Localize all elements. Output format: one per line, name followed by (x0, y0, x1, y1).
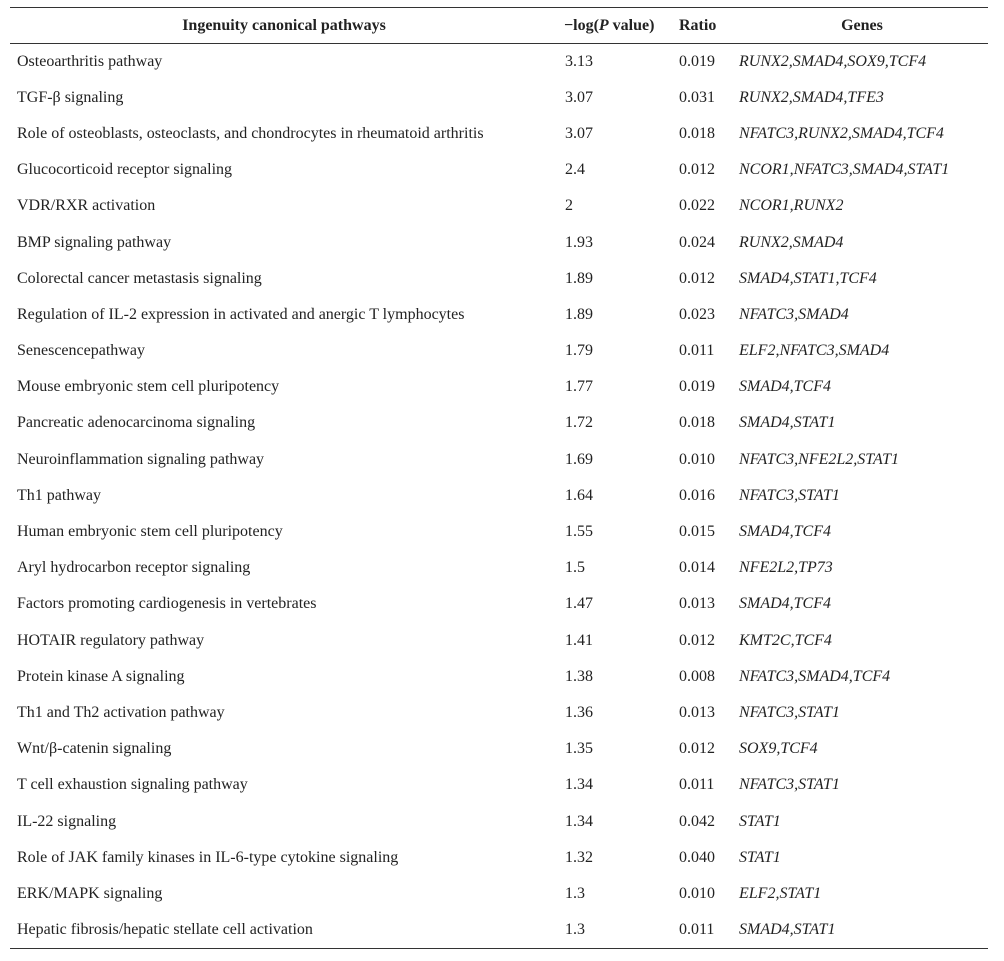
genes-cell: NFATC3,STAT1 (739, 776, 840, 794)
pathway-cell: Aryl hydrocarbon receptor signaling (17, 559, 251, 577)
table-header (10, 8, 988, 44)
table-row (10, 695, 988, 731)
logp-cell: 3.13 (565, 52, 593, 70)
logp-cell: 1.89 (565, 269, 593, 287)
logp-cell: 1.89 (565, 305, 593, 323)
genes-cell: KMT2C,TCF4 (739, 631, 832, 649)
pathway-cell: VDR/RXR activation (17, 197, 156, 215)
ratio-cell: 0.012 (679, 631, 715, 649)
pathway-cell: Hepatic fibrosis/hepatic stellate cell activation (10, 912, 558, 948)
table-row (10, 731, 988, 767)
logp-cell: 1.47 (565, 595, 593, 613)
logp-cell: 1.38 (565, 667, 593, 685)
ratio-cell: 0.018 (679, 414, 715, 432)
logp-cell: 1.3 (565, 884, 585, 902)
table-row (10, 188, 988, 224)
genes-cell: NFE2L2,TP73 (739, 559, 833, 577)
header-genes: Genes (736, 8, 988, 44)
table-row (10, 840, 988, 876)
logp-cell: 1.64 (565, 486, 593, 504)
table-row (10, 369, 988, 405)
pathway-cell: Human embryonic stem cell pluripotency (17, 523, 283, 541)
table-row (10, 80, 988, 116)
header-logp-p: P (598, 16, 609, 34)
logp-cell: 1.79 (565, 342, 593, 360)
table-row (10, 405, 988, 441)
table-body (10, 44, 988, 949)
pathway-cell: TGF-β signaling (17, 88, 124, 106)
ratio-cell: 0.015 (679, 523, 715, 541)
header-logp-suffix: value) (608, 16, 655, 34)
logp-cell: 1.35 (565, 740, 593, 758)
table-row (10, 44, 988, 80)
ratio-cell: 0.010 (679, 450, 715, 468)
table-row (10, 623, 988, 659)
table-row (10, 442, 988, 478)
logp-cell: 1.72 (565, 414, 593, 432)
ratio-cell: 0.042 (679, 812, 715, 830)
logp-cell: 1.36 (565, 703, 593, 721)
table-row (10, 333, 988, 369)
ratio-cell: 0.010 (679, 884, 715, 902)
table-row (10, 550, 988, 586)
table-row (10, 478, 988, 514)
ratio-cell: 0.016 (679, 486, 715, 504)
table-row (10, 876, 988, 912)
logp-cell: 3.07 (565, 88, 593, 106)
table-row (10, 586, 988, 622)
header-logp-prefix: −log( (564, 16, 599, 34)
logp-cell: 3.07 (565, 124, 593, 142)
ratio-cell: 0.012 (679, 161, 715, 179)
table-row (10, 514, 988, 550)
ratio-cell: 0.024 (679, 233, 715, 251)
genes-cell: NCOR1,NFATC3,SMAD4,STAT1 (739, 161, 950, 179)
logp-cell: 1.32 (565, 848, 593, 866)
header-logp (558, 8, 673, 44)
genes-cell: SMAD4,TCF4 (739, 595, 831, 613)
logp-cell: 1.3 (558, 912, 673, 948)
ratio-cell: 0.040 (679, 848, 715, 866)
pathway-cell: Pancreatic adenocarcinoma signaling (17, 414, 256, 432)
table-row (10, 912, 988, 948)
logp-cell: 1.34 (565, 776, 593, 794)
genes-cell: SOX9,TCF4 (739, 740, 818, 758)
genes-cell: SMAD4,TCF4 (739, 378, 831, 396)
genes-cell: NFATC3,NFE2L2,STAT1 (739, 450, 900, 468)
pathway-cell: HOTAIR regulatory pathway (17, 631, 205, 649)
genes-cell: NCOR1,RUNX2 (739, 197, 844, 215)
ratio-cell: 0.018 (679, 124, 715, 142)
logp-cell: 1.77 (565, 378, 593, 396)
ratio-cell: 0.011 (679, 776, 715, 794)
table-row (10, 261, 988, 297)
logp-cell: 2.4 (565, 161, 585, 179)
genes-cell: NFATC3,STAT1 (739, 703, 840, 721)
pathway-cell: Th1 pathway (17, 486, 101, 504)
ratio-cell: 0.008 (679, 667, 715, 685)
genes-cell: ELF2,NFATC3,SMAD4 (739, 342, 890, 360)
pathways-table (10, 7, 988, 949)
ratio-cell: 0.012 (679, 740, 715, 758)
genes-cell: STAT1 (739, 812, 781, 830)
pathway-cell: Protein kinase A signaling (17, 667, 185, 685)
genes-cell: RUNX2,SMAD4,SOX9,TCF4 (739, 52, 927, 70)
pathway-cell: Factors promoting cardiogenesis in vertebrates (17, 595, 317, 613)
genes-cell: NFATC3,RUNX2,SMAD4,TCF4 (739, 124, 944, 142)
genes-cell: SMAD4,STAT1 (739, 414, 836, 432)
genes-cell: NFATC3,SMAD4,TCF4 (739, 667, 891, 685)
table-row (10, 803, 988, 839)
pathway-cell: Role of osteoblasts, osteoclasts, and chondrocytes in rheumatoid arthritis (17, 124, 484, 142)
pathway-cell: Th1 and Th2 activation pathway (17, 703, 225, 721)
table-row (10, 659, 988, 695)
ratio-cell: 0.011 (673, 912, 736, 948)
ratio-cell: 0.012 (679, 269, 715, 287)
logp-cell: 1.93 (565, 233, 593, 251)
pathway-cell: Mouse embryonic stem cell pluripotency (17, 378, 280, 396)
logp-cell: 1.34 (565, 812, 593, 830)
table-row (10, 152, 988, 188)
logp-cell: 1.55 (565, 523, 593, 541)
pathway-cell: Senescencepathway (17, 342, 145, 360)
genes-cell: NFATC3,SMAD4 (739, 305, 849, 323)
pathway-cell: Glucocorticoid receptor signaling (17, 161, 233, 179)
header-ratio: Ratio (673, 8, 736, 44)
ratio-cell: 0.022 (679, 197, 715, 215)
ratio-cell: 0.023 (679, 305, 715, 323)
table-row (10, 767, 988, 803)
logp-cell: 1.69 (565, 450, 593, 468)
ratio-cell: 0.031 (679, 88, 715, 106)
pathway-cell: Regulation of IL-2 expression in activated and anergic T lymphocytes (17, 305, 465, 323)
ratio-cell: 0.019 (679, 52, 715, 70)
pathway-cell: Wnt/β-catenin signaling (17, 740, 172, 758)
genes-cell: SMAD4,STAT1,TCF4 (739, 269, 877, 287)
pathway-cell: Colorectal cancer metastasis signaling (17, 269, 262, 287)
genes-cell: RUNX2,SMAD4,TFE3 (739, 88, 884, 106)
ratio-cell: 0.019 (679, 378, 715, 396)
ratio-cell: 0.013 (679, 595, 715, 613)
header-row (10, 8, 988, 44)
pathway-cell: IL-22 signaling (17, 812, 117, 830)
genes-cell: RUNX2,SMAD4 (739, 233, 844, 251)
genes-cell: SMAD4,STAT1 (736, 912, 988, 948)
table-row (10, 297, 988, 333)
ratio-cell: 0.011 (679, 342, 715, 360)
table-row (10, 224, 988, 260)
genes-cell: ELF2,STAT1 (739, 884, 822, 902)
ratio-cell: 0.013 (679, 703, 715, 721)
header-pathway: Ingenuity canonical pathways (10, 8, 558, 44)
logp-cell: 2 (565, 197, 573, 215)
genes-cell: STAT1 (739, 848, 781, 866)
pathway-cell: BMP signaling pathway (17, 233, 172, 251)
pathway-cell: Osteoarthritis pathway (17, 52, 163, 70)
pathway-cell: Role of JAK family kinases in IL-6-type cytokine signaling (17, 848, 399, 866)
genes-cell: NFATC3,STAT1 (739, 486, 840, 504)
pathway-cell: T cell exhaustion signaling pathway (17, 776, 248, 794)
table-row (10, 116, 988, 152)
ratio-cell: 0.014 (679, 559, 715, 577)
logp-cell: 1.5 (565, 559, 585, 577)
genes-cell: SMAD4,TCF4 (739, 523, 831, 541)
logp-cell: 1.41 (565, 631, 593, 649)
pathway-cell: ERK/MAPK signaling (17, 884, 163, 902)
pathway-cell: Neuroinflammation signaling pathway (17, 450, 265, 468)
